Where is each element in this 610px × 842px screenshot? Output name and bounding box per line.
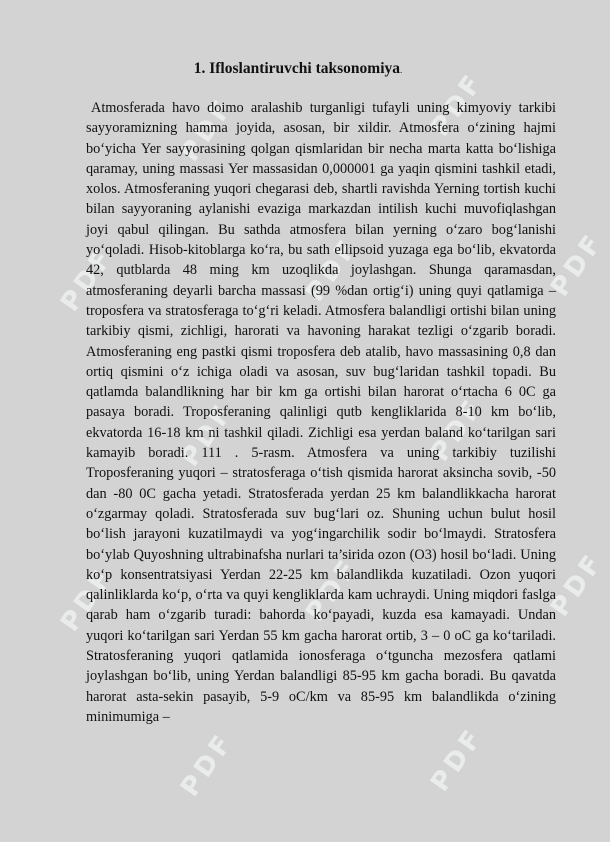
watermark: PDF xyxy=(175,397,240,473)
watermark: PDF xyxy=(300,232,365,308)
watermark: PDF xyxy=(425,67,490,143)
watermark: PDF xyxy=(55,242,120,318)
watermark: PDF xyxy=(55,562,120,638)
watermark: PDF xyxy=(425,392,490,468)
watermark: PDF xyxy=(175,92,240,168)
watermark: PDF xyxy=(425,722,490,798)
watermark: PDF xyxy=(300,552,365,628)
section-title xyxy=(0,60,596,78)
watermark: PDF xyxy=(175,727,240,803)
section-title-dot: . xyxy=(400,65,403,75)
watermark: PDF xyxy=(545,547,610,623)
section-title-text: 1. Ifloslantiruvchi taksonomiya xyxy=(193,60,400,77)
watermark: PDF xyxy=(545,227,610,303)
body-paragraph: Atmosferada havo doimo aralashib turganligi tufayli uning kimyoviy tarkibi sayyoramizning hamma joyida, asosan, bir xildir. Atmosfera o‘zining hajmi bo‘yicha Yer sayyorasining qolgan qismlaridan bir necha marta katta bo‘lishiga qaramay, uning massasi Yer massasidan 0,000001 ga yaqin qismini tashkil etadi, xolos. Atmosferaning yuqori chegarasi deb, shartli ravishda Yerning tortish kuchi bilan sayyoraning aylanishi evaziga markazdan intilish kuchi muvofiqlashgan joyi qabul qilingan. Bu sathda atmosfera bilan yerning o‘zaro bog‘lanishi yo‘qoladi. Hisob-kitoblarga ko‘ra, bu sath ellipsoid yuzaga ega bo‘lib, ekvatorda 42, qutblarda 48 ming km uzoqlikda joylashgan. Shunga qaramasdan, atmosferaning deyarli barcha massasi (99 %dan ortig‘i) uning quyi qatlamiga – troposfera va stratosferaga to‘g‘ri keladi. Atmosfera balandligi ortishi bilan uning tarkibiy qismi, zichligi, harorati va havoning harakat tezligi o‘zgarib boradi. Atmosferaning eng pastki qismi troposfera deb atalib, havo massasining 0,8 dan ortiq qismini o‘z ichiga oladi va asosan, suv bug‘laridan tashkil topadi. Bu qatlamda balandlikning har bir km ga ortishi bilan harorat o‘rtacha 6 0C ga pasaya boradi. Troposferaning qalinligi qutb kengliklarida 8-10 km bo‘lib, ekvatorda 16-18 km ni tashkil qiladi. Zichligi esa yerdan baland ko‘tarilgan sari kamayib boradi. 111 . 5-rasm. Atmosfera va uning tarkibiy tuzilishi Troposferaning yuqori – stratosferaga o‘tish qismida harorat aksincha sovib, -50 dan -80 0C gacha yetadi. Stratosferada yerdan 25 km balandlikkacha harorat o‘zgarmay qoladi. Stratosferada suv bug‘lari oz. Shuning uchun bulut hosil bo‘lish jarayoni kuzatilmaydi va yog‘ingarchilik sodir bo‘lmaydi. Stratosfera bo‘ylab Quyoshning ultrabinafsha nurlari ta’sirida ozon (O3) hosil bo‘ladi. Uning ko‘p konsentratsiyasi Yerdan 22-25 km balandlikda kuzatiladi. Ozon yuqori qalinliklarda ko‘p, o‘rta va quyi kengliklarda kam uchraydi. Uning miqdori faslga qarab ham o‘zgarib turadi: bahorda ko‘payadi, kuzda esa kamayadi. Undan yuqori ko‘tarilgan sari Yerdan 55 km gacha harorat ortib, 3 – 0 oC ga ko‘tariladi. Stratosferaning yuqori qatlamida ionosferaga o‘tguncha mezosfera qatlami joylashgan bo‘lib, uning Yerdan balandligi 85-95 km gacha boradi. Bu qavatda harorat asta-sekin pasayib, 5-9 oC/km va 85-95 km balandlikda o‘zining minimumiga – xyxy=(86,100,556,725)
